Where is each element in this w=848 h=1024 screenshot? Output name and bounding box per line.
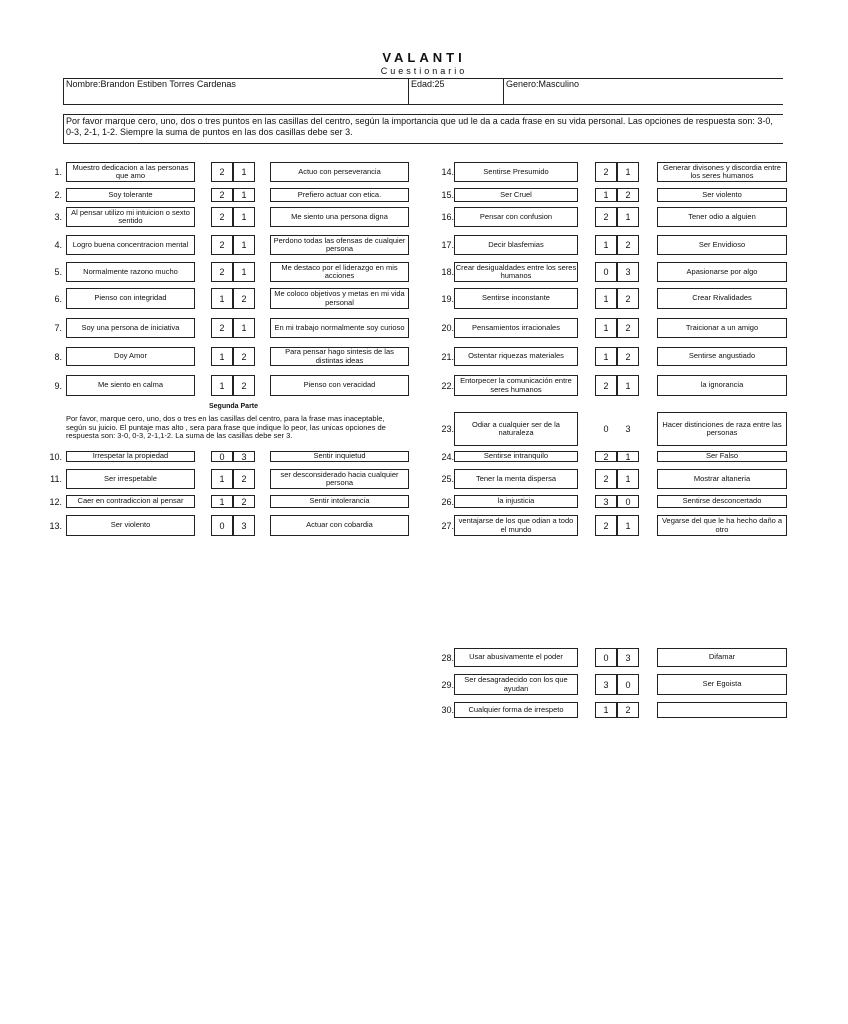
item-number: 11. <box>50 474 62 484</box>
item-phrase-b: Difamar <box>657 648 787 667</box>
item-number: 19. <box>441 293 454 304</box>
item-phrase-b: Sentirse angustiado <box>657 347 787 366</box>
item-phrase-b <box>657 702 787 718</box>
score-box-b[interactable]: 2 <box>233 375 255 396</box>
item-phrase-b: Me siento una persona digna <box>270 207 409 227</box>
item-phrase-b: Para pensar hago sintesis de las distintas ideas <box>270 347 409 366</box>
item-phrase-a: Pienso con integridad <box>66 288 195 309</box>
score-box-b[interactable]: 2 <box>233 495 255 508</box>
item-phrase-b: Sentir intolerancia <box>270 495 409 508</box>
item-phrase-a: Ostentar riquezas materiales <box>454 347 578 366</box>
score-box-a[interactable]: 2 <box>211 188 233 202</box>
item-number: 5. <box>54 267 62 277</box>
score-box-b[interactable]: 0 <box>617 674 639 695</box>
item-number: 14. <box>441 167 454 177</box>
item-phrase-b: Sentirse desconcertado <box>657 495 787 508</box>
score-box-b[interactable]: 1 <box>233 162 255 182</box>
item-phrase-a: Ser violento <box>66 515 195 536</box>
score-box-a[interactable]: 1 <box>595 318 617 338</box>
item-phrase-a: Pensamientos irracionales <box>454 318 578 338</box>
score-box-b[interactable]: 3 <box>233 515 255 536</box>
score-box-a[interactable]: 1 <box>595 235 617 255</box>
item-phrase-b: Hacer distinciones de raza entre las personas <box>657 412 787 446</box>
item-phrase-b: Ser Egoista <box>657 674 787 695</box>
item-number: 25. <box>441 474 454 484</box>
score-box-a[interactable]: 0 <box>595 648 617 667</box>
score-box-a[interactable]: 0 <box>211 515 233 536</box>
item-phrase-a: Cualquier forma de irrespeto <box>454 702 578 718</box>
score-box-a[interactable]: 1 <box>211 288 233 309</box>
item-number: 29. <box>441 679 454 690</box>
score-box-a[interactable]: 0 <box>595 412 617 446</box>
score-box-a[interactable]: 2 <box>211 207 233 227</box>
item-number: 26. <box>441 496 454 507</box>
item-number: 17. <box>441 240 454 250</box>
item-phrase-b: Ser violento <box>657 188 787 202</box>
item-number: 16. <box>441 212 454 222</box>
score-box-a[interactable]: 1 <box>595 288 617 309</box>
item-number: 23. <box>441 424 454 434</box>
item-phrase-b: ser desconsiderado hacia cualquier persona <box>270 469 409 489</box>
item-phrase-a: Logro buena concentracion mental <box>66 235 195 255</box>
item-phrase-a: Crear desigualdades entre los seres humanos <box>455 262 577 280</box>
item-phrase-a: Al pensar utilizo mi intuicion o sexto sentido <box>66 207 195 227</box>
score-box-b[interactable]: 1 <box>617 207 639 227</box>
score-box-b[interactable]: 3 <box>617 412 639 446</box>
score-box-a[interactable]: 2 <box>211 318 233 338</box>
item-phrase-a: Caer en contradiccion al pensar <box>66 495 195 508</box>
score-box-a[interactable]: 2 <box>595 451 617 462</box>
score-box-b[interactable]: 1 <box>617 375 639 396</box>
item-phrase-b: Sentir inquietud <box>270 451 409 462</box>
item-phrase-b: Vegarse del que le ha hecho daño a otro <box>657 515 787 536</box>
item-phrase-b: Apasionarse por algo <box>657 262 787 282</box>
item-phrase-a: Soy tolerante <box>66 188 195 202</box>
item-phrase-a: la injusticia <box>454 495 578 508</box>
item-phrase-a: Doy Amor <box>66 347 195 366</box>
score-box-a[interactable]: 1 <box>211 347 233 366</box>
form-title: VALANTI <box>382 50 466 65</box>
score-box-b[interactable]: 2 <box>617 318 639 338</box>
item-phrase-b: Me coloco objetivos y metas en mi vida personal <box>270 288 409 309</box>
item-phrase-b: Mostrar altaneria <box>657 469 787 489</box>
score-box-a[interactable]: 2 <box>595 515 617 536</box>
score-box-b[interactable]: 3 <box>617 262 639 282</box>
item-number: 27. <box>441 520 454 531</box>
score-box-a[interactable]: 2 <box>211 235 233 255</box>
name-field: Nombre:Brandon Estiben Torres Cardenas <box>63 78 409 105</box>
item-phrase-b: Ser Envidioso <box>657 235 787 255</box>
item-phrase-a: Pensar con confusion <box>454 207 578 227</box>
item-phrase-b: Perdono todas las ofensas de cualquier persona <box>270 235 409 255</box>
score-box-b[interactable]: 1 <box>233 188 255 202</box>
item-number: 3. <box>54 212 62 222</box>
score-box-a[interactable]: 1 <box>211 375 233 396</box>
item-phrase-b: la ignorancia <box>657 375 787 396</box>
item-phrase-a: Sentirse inconstante <box>454 288 578 309</box>
score-box-b[interactable]: 1 <box>233 262 255 282</box>
item-number: 18. <box>441 267 454 277</box>
item-phrase-a: Ser irrespetable <box>66 469 195 489</box>
form-subtitle: Cuestionario <box>380 66 468 76</box>
score-box-b[interactable]: 1 <box>233 207 255 227</box>
item-phrase-a: Sentirse intranquilo <box>454 451 578 462</box>
score-box-b[interactable]: 2 <box>617 288 639 309</box>
item-number: 4. <box>54 240 62 250</box>
score-box-a[interactable]: 3 <box>595 674 617 695</box>
item-phrase-b: Actuar con cobardia <box>270 515 409 536</box>
item-phrase-a: Decir blasfemias <box>454 235 578 255</box>
item-phrase-b: Ser Falso <box>657 451 787 462</box>
score-box-a[interactable]: 1 <box>211 495 233 508</box>
item-phrase-a: Odiar a cualquier ser de la naturaleza <box>454 412 578 446</box>
part2-title: Segunda Parte <box>209 403 259 410</box>
score-box-b[interactable]: 1 <box>617 162 639 182</box>
item-number: 15. <box>441 190 454 200</box>
score-box-b[interactable]: 2 <box>617 347 639 366</box>
instructions: Por favor marque cero, uno, dos o tres puntos en las casillas del centro, según la importancia que ud le da a cada frase en su vida personal. Las opciones de respuesta son: 3-0, 0-3, 2-1, 1-2. Siempre la suma de puntos en las dos casillas debe ser 3. <box>63 114 783 144</box>
score-box-a[interactable]: 2 <box>595 207 617 227</box>
item-number: 1. <box>54 167 62 177</box>
item-number: 21. <box>441 351 454 362</box>
score-box-a[interactable]: 3 <box>595 495 617 508</box>
score-box-b[interactable]: 2 <box>617 188 639 202</box>
score-box-b[interactable]: 1 <box>233 318 255 338</box>
item-phrase-a: Usar abusivamente el poder <box>454 648 578 667</box>
item-phrase-b: Crear Rivalidades <box>657 288 787 309</box>
item-phrase-a: Me siento en calma <box>66 375 195 396</box>
item-number: 9. <box>54 380 62 391</box>
score-box-a[interactable]: 1 <box>211 469 233 489</box>
score-box-a[interactable]: 1 <box>595 347 617 366</box>
item-number: 6. <box>54 293 62 304</box>
item-phrase-b: En mi trabajo normalmente soy curioso <box>270 318 409 338</box>
item-phrase-a: Ser Cruel <box>454 188 578 202</box>
item-phrase-b: Generar divisones y discordia entre los seres humanos <box>657 162 787 182</box>
age-field: Edad:25 <box>408 78 504 105</box>
gender-field: Genero:Masculino <box>503 78 783 105</box>
score-box-a[interactable]: 2 <box>211 262 233 282</box>
score-box-b[interactable]: 2 <box>233 347 255 366</box>
part2-instructions: Por favor, marque cero, uno, dos o tres en las casillas del centro, para la frase mas inaceptable, según su juicio. El puntaje mas alto , sera para frase que indique lo peor, las unicas opciones de respuesta son: 3-0, 0-3, 2-1,1-2. La suma de las casillas debe ser 3. <box>66 414 386 440</box>
score-box-b[interactable]: 2 <box>233 288 255 309</box>
item-phrase-b: Me destaco por el liderazgo en mis acciones <box>270 262 409 282</box>
score-box-b[interactable]: 2 <box>617 235 639 255</box>
score-box-b[interactable]: 2 <box>233 469 255 489</box>
item-phrase-b: Prefiero actuar con etica. <box>270 188 409 202</box>
item-phrase-a: Tener la menta dispersa <box>454 469 578 489</box>
item-phrase-a: Muestro dedicacion a las personas que amo <box>66 162 195 182</box>
score-box-a[interactable]: 1 <box>595 188 617 202</box>
score-box-a[interactable]: 2 <box>595 162 617 182</box>
item-number: 10. <box>49 451 62 462</box>
item-number: 8. <box>54 351 62 362</box>
score-box-b[interactable]: 3 <box>617 648 639 667</box>
item-phrase-a: ventajarse de los que odian a todo el mundo <box>454 515 578 536</box>
item-number: 20. <box>441 323 454 333</box>
item-phrase-b: Actuo con perseverancia <box>270 162 409 182</box>
score-box-b[interactable]: 1 <box>233 235 255 255</box>
score-box-a[interactable]: 0 <box>211 451 233 462</box>
item-number: 12. <box>49 496 62 507</box>
item-phrase-a: Soy una persona de iniciativa <box>66 318 195 338</box>
item-number: 7. <box>54 323 62 333</box>
score-box-a[interactable]: 0 <box>595 262 617 282</box>
item-number: 13. <box>49 520 62 531</box>
score-box-b[interactable]: 0 <box>617 495 639 508</box>
score-box-a[interactable]: 2 <box>211 162 233 182</box>
score-box-a[interactable]: 2 <box>595 469 617 489</box>
item-number: 2. <box>54 190 62 200</box>
item-number: 24. <box>441 451 454 462</box>
score-box-b[interactable]: 2 <box>617 702 639 718</box>
score-box-b[interactable]: 1 <box>617 469 639 489</box>
item-phrase-a: Ser desagradecido con los que ayudan <box>454 674 578 695</box>
item-number: 22. <box>441 380 454 391</box>
item-phrase-b: Pienso con veracidad <box>270 375 409 396</box>
item-phrase-a: Entorpecer la comunicación entre seres humanos <box>454 375 578 396</box>
score-box-b[interactable]: 1 <box>617 515 639 536</box>
score-box-a[interactable]: 2 <box>595 375 617 396</box>
item-phrase-a: Normalmente razono mucho <box>66 262 195 282</box>
item-phrase-a: Irrespetar la propiedad <box>66 451 195 462</box>
score-box-a[interactable]: 1 <box>595 702 617 718</box>
item-phrase-a: Sentirse Presumido <box>454 162 578 182</box>
score-box-b[interactable]: 3 <box>233 451 255 462</box>
score-box-b[interactable]: 1 <box>617 451 639 462</box>
item-phrase-b: Tener odio a alguien <box>657 207 787 227</box>
item-number: 28. <box>441 652 454 663</box>
item-number: 30. <box>441 705 454 715</box>
item-phrase-b: Traicionar a un amigo <box>657 318 787 338</box>
